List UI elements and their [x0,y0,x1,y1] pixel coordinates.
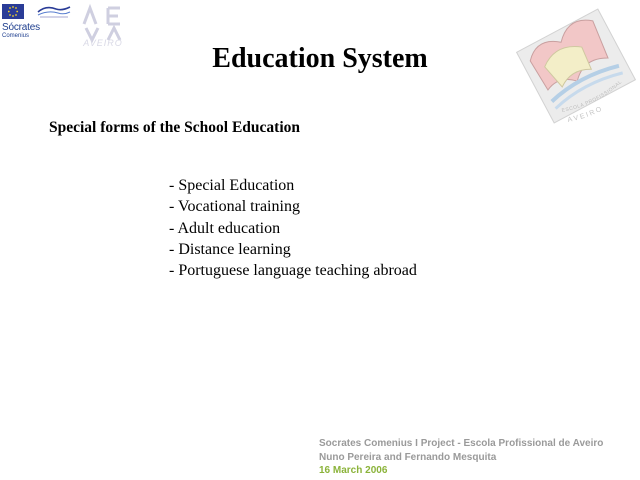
socrates-name: Sócrates [2,22,40,33]
list-item: - Portuguese language teaching abroad [169,262,417,280]
aeva-city-label: AVEIRO [83,38,123,48]
slide-title: Education System [212,43,428,74]
socrates-comenius-logo [2,22,40,40]
programme-logo-icon [36,3,72,19]
list-item: - Vocational training [169,198,300,216]
list-item: - Special Education [169,177,295,194]
school-text: ESCOLA PROFISSIONAL [561,79,624,114]
footer [319,437,603,478]
bullet-list [169,175,417,281]
footer-date: 16 March 2006 [319,465,388,476]
eu-flag-icon [2,4,24,19]
slide-subtitle: Special forms of the School Education [49,119,301,136]
list-item: - Adult education [169,219,281,237]
footer-authors: Nuno Pereira and Fernando Mesquita [319,451,497,463]
list-item: - Distance learning [169,240,291,258]
comenius-name: Comenius [2,33,30,39]
school-city: A V E I R O [567,106,603,124]
footer-project: Socrates Comenius I Project - Escola Profissional de Aveiro [319,438,604,449]
